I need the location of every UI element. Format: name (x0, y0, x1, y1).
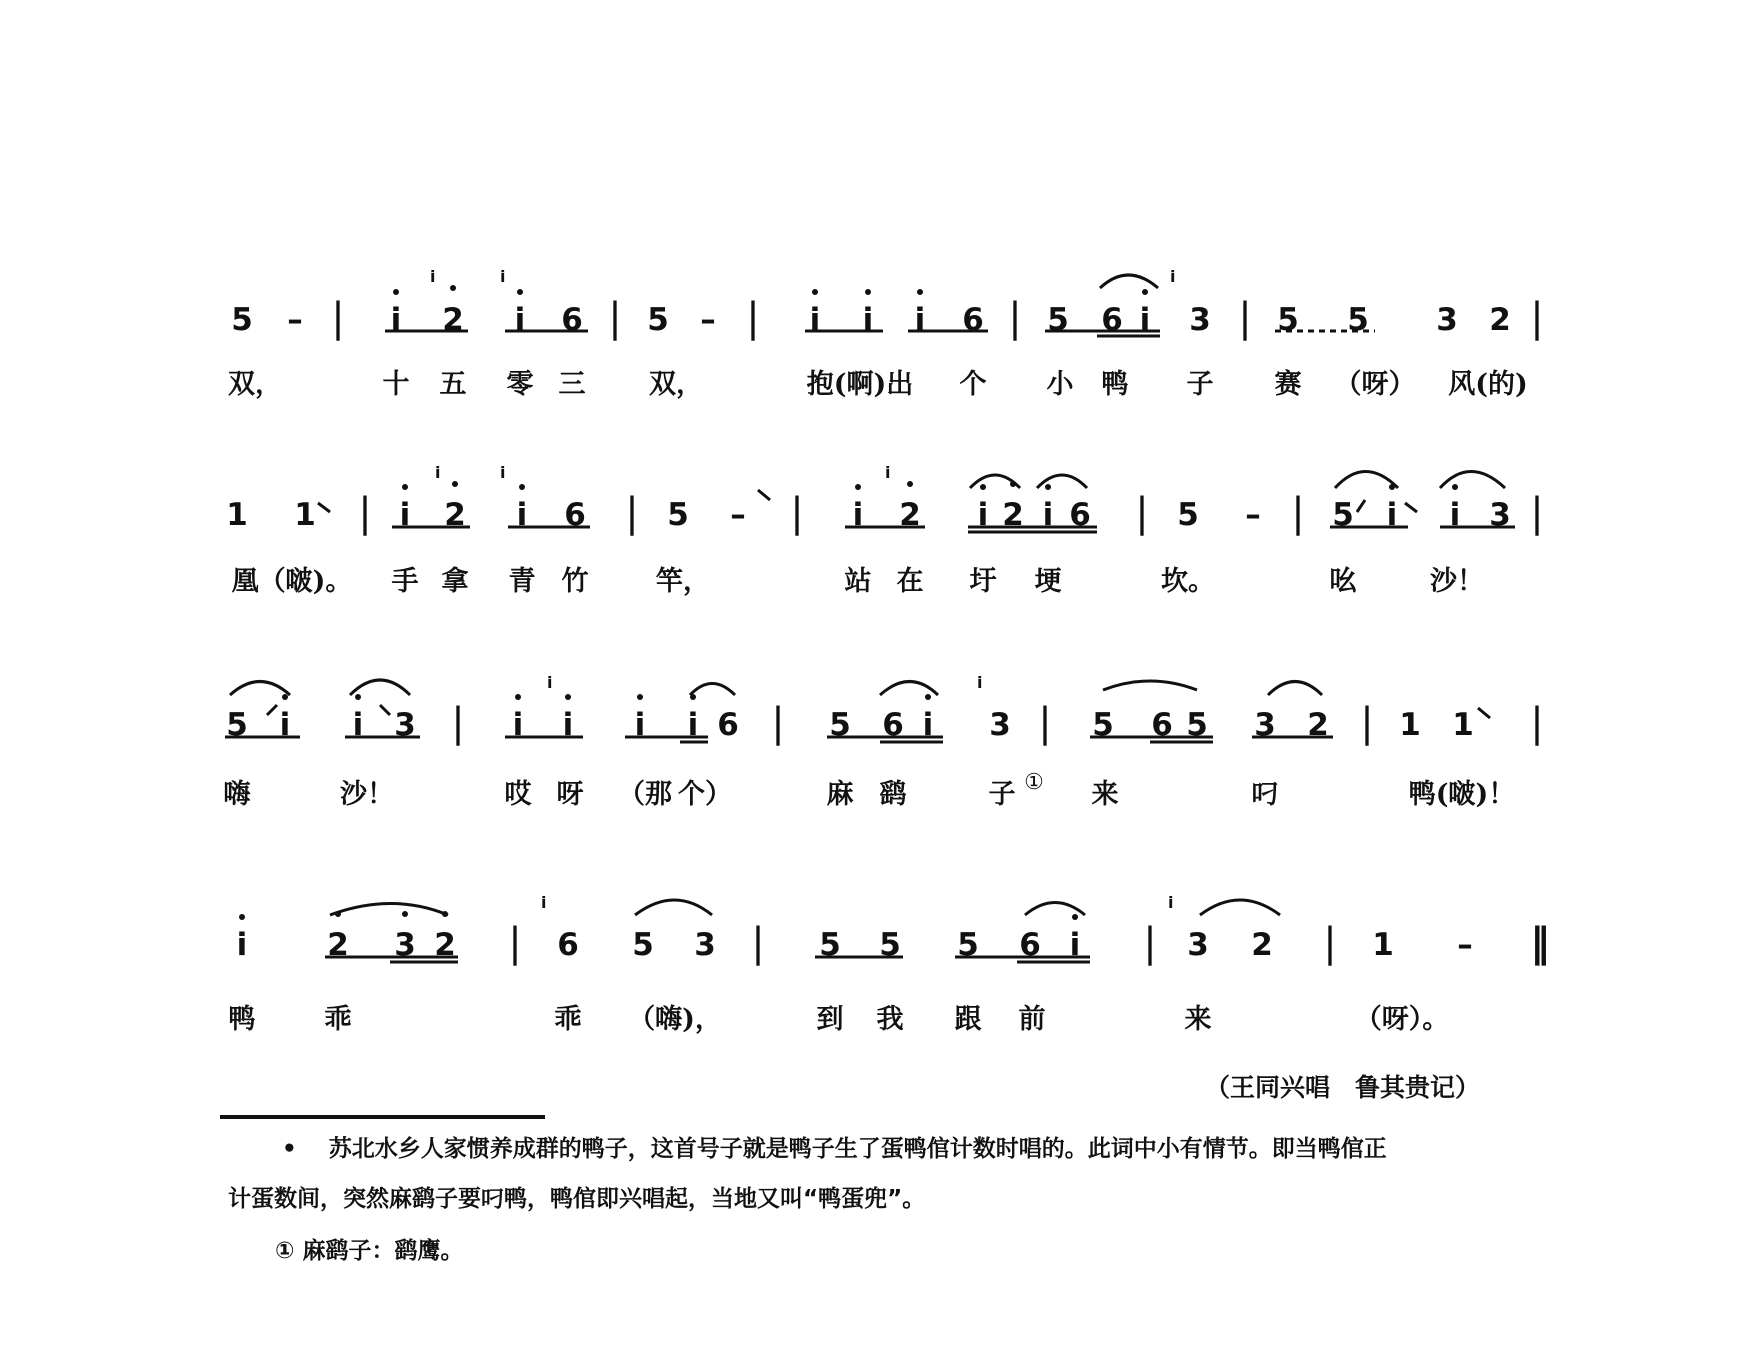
note: 2 (1251, 927, 1273, 963)
note: 2 (327, 927, 349, 963)
lyric: 沙！ (340, 779, 394, 810)
note: i (1386, 497, 1398, 533)
footnote-separator (220, 1115, 545, 1119)
footnote-star (282, 1130, 1387, 1163)
lyrics-line-2 (0, 562, 1750, 602)
note: – (287, 302, 303, 338)
lyric: 拿 (441, 566, 469, 597)
svg-text:i: i (547, 673, 553, 692)
barline: | (608, 295, 622, 341)
note: i (862, 302, 874, 338)
lyric: 三 (558, 369, 586, 400)
note: 5 (819, 927, 841, 963)
svg-text:i: i (977, 673, 983, 692)
barline: | (331, 295, 345, 341)
lyric: 抱(啊)出 (806, 369, 914, 400)
note: – (1245, 497, 1261, 533)
lyric: 麻 (826, 779, 854, 810)
lyric: 圩 (969, 566, 997, 597)
credit-line: （王同兴唱 鲁其贵记） (1205, 1073, 1481, 1102)
note: 6 (1101, 302, 1123, 338)
note: 5 (226, 707, 248, 743)
svg-text:i: i (1170, 267, 1176, 286)
lyric: 双， (228, 369, 282, 400)
note: 6 (717, 707, 739, 743)
note: 2 (434, 927, 456, 963)
note: 5 (879, 927, 901, 963)
barline: | (746, 295, 760, 341)
note: 1 (1372, 927, 1394, 963)
lyric: 来 (1184, 1004, 1212, 1035)
notation-line-2 (0, 490, 1750, 536)
lyric: 子 (1186, 369, 1214, 400)
note: 6 (882, 707, 904, 743)
barline: | (1530, 490, 1544, 536)
svg-text:i: i (1168, 893, 1174, 912)
barline: | (1323, 920, 1337, 966)
lyric: 鸭(啵)！ (1408, 779, 1516, 810)
note: i (512, 707, 524, 743)
lyric: 我 (876, 1004, 904, 1035)
note: 5 (1186, 707, 1208, 743)
note: 6 (1019, 927, 1041, 963)
lyrics-line-1 (0, 365, 1750, 405)
lyric: 哎 (504, 779, 532, 810)
note: i (1042, 497, 1054, 533)
barline: | (771, 700, 785, 746)
lyric: 鹞 (879, 779, 907, 810)
note: i (922, 707, 934, 743)
note: 5 (632, 927, 654, 963)
note: i (514, 302, 526, 338)
lyric: 零 (506, 369, 534, 400)
lyric: 吆 (1329, 566, 1357, 597)
note: 5 (1092, 707, 1114, 743)
lyric: 沙！ (1430, 566, 1484, 597)
note: 5 (1332, 497, 1354, 533)
lyric: 嗨 (223, 779, 251, 810)
lyric: 呀 (556, 779, 584, 810)
lyric: 赛 (1274, 369, 1302, 400)
lyric: 凰（啵)。 (231, 566, 353, 597)
lyric: （那 (618, 779, 672, 810)
lyrics-line-3 (0, 770, 1750, 815)
note: 6 (561, 302, 583, 338)
note: i (236, 927, 248, 963)
note: 2 (1489, 302, 1511, 338)
notation-line-3 (0, 700, 1750, 746)
barline: | (451, 700, 465, 746)
barline: | (1008, 295, 1022, 341)
note: 6 (564, 497, 586, 533)
note: 1 (1452, 707, 1474, 743)
star-note-text-1: 苏北水乡人家惯养成群的鸭子，这首号子就是鸭子生了蛋鸭倌计数时唱的。此词中小有情节。即当鸭倌正 (328, 1136, 1387, 1162)
svg-text:i: i (435, 463, 441, 482)
lyric: 跟 (954, 1004, 982, 1035)
note: 2 (444, 497, 466, 533)
lyric: 十 (382, 369, 410, 400)
lyrics-line-4 (0, 1000, 1750, 1040)
note: i (852, 497, 864, 533)
barline: | (625, 490, 639, 536)
note: 5 (829, 707, 851, 743)
barline: | (751, 920, 765, 966)
svg-text:i: i (541, 893, 547, 912)
note: 5 (1347, 302, 1369, 338)
note: 5 (667, 497, 689, 533)
star-mark: • (282, 1136, 329, 1162)
footnote-mark-1: ① (1024, 770, 1044, 795)
note: 6 (1151, 707, 1173, 743)
lyric: 站 (844, 566, 872, 597)
lyric: （呀） (1334, 369, 1416, 400)
note: i (687, 707, 699, 743)
barline: | (1143, 920, 1157, 966)
note: i (1449, 497, 1461, 533)
barline: | (1135, 490, 1149, 536)
barline: | (1038, 700, 1052, 746)
note: i (516, 497, 528, 533)
lyric: 子 (988, 779, 1016, 810)
lyric: 小 (1046, 369, 1074, 400)
note: 6 (962, 302, 984, 338)
barline: | (1360, 700, 1374, 746)
footnote-star-continued: 计蛋数间，突然麻鹞子要叼鸭，鸭倌即兴唱起，当地又叫“鸭蛋兜”。 (228, 1186, 926, 1212)
note: i (562, 707, 574, 743)
footnote-1: ① 麻鹞子：鹞鹰。 (275, 1238, 464, 1264)
note: 5 (1277, 302, 1299, 338)
lyric: 在 (896, 566, 924, 597)
note: – (700, 302, 716, 338)
note: i (1069, 927, 1081, 963)
lyric: （呀）。 (1354, 1004, 1450, 1035)
note: 5 (1047, 302, 1069, 338)
barline: | (358, 490, 372, 536)
note: 3 (1254, 707, 1276, 743)
note: 5 (957, 927, 979, 963)
svg-text:i: i (500, 267, 506, 286)
note: 6 (1069, 497, 1091, 533)
note: 3 (1189, 302, 1211, 338)
note: i (809, 302, 821, 338)
note: 5 (1177, 497, 1199, 533)
barline: | (790, 490, 804, 536)
lyric: 到 (816, 1004, 844, 1035)
barline: | (508, 920, 522, 966)
final-barline: ‖ (1530, 920, 1544, 966)
note: 3 (1187, 927, 1209, 963)
lyric: 叼 (1251, 779, 1279, 810)
notation-line-1 (0, 295, 1750, 341)
lyric: 坎。 (1161, 566, 1215, 597)
notation-line-4 (0, 920, 1750, 966)
lyric: 乖 (554, 1004, 582, 1035)
lyric: 鸭 (228, 1004, 256, 1035)
lyric: （嗨)， (628, 1004, 722, 1035)
note: i (634, 707, 646, 743)
lyric: 个 (959, 369, 987, 400)
note: i (279, 707, 291, 743)
lyric: 埂 (1034, 566, 1062, 597)
barline: | (1530, 295, 1544, 341)
note: 2 (1307, 707, 1329, 743)
note: 6 (557, 927, 579, 963)
svg-text:i: i (430, 267, 436, 286)
note: 1 (1399, 707, 1421, 743)
lyric: 鸭 (1101, 369, 1129, 400)
note: i (390, 302, 402, 338)
lyric: 竹 (561, 566, 589, 597)
note: – (1457, 927, 1473, 963)
note: i (977, 497, 989, 533)
lyric: 来 (1091, 779, 1119, 810)
lyric: 五 (439, 369, 467, 400)
note: 1 (226, 497, 248, 533)
barline: | (1238, 295, 1252, 341)
lyric: 青 (508, 566, 536, 597)
note: 5 (647, 302, 669, 338)
svg-text:i: i (500, 463, 506, 482)
svg-text:i: i (885, 463, 891, 482)
note: – (730, 497, 746, 533)
note: i (1139, 302, 1151, 338)
note: 3 (1489, 497, 1511, 533)
note: 5 (231, 302, 253, 338)
note: 3 (1436, 302, 1458, 338)
note: 2 (1002, 497, 1024, 533)
note: 3 (394, 707, 416, 743)
lyric: 个） (678, 779, 732, 810)
note: 2 (442, 302, 464, 338)
note: i (399, 497, 411, 533)
lyric: 双， (649, 369, 703, 400)
note: i (352, 707, 364, 743)
lyric: 竿， (656, 566, 710, 597)
barline: | (1530, 700, 1544, 746)
note: 3 (989, 707, 1011, 743)
note: 3 (394, 927, 416, 963)
lyric: 手 (391, 566, 419, 597)
note: 2 (899, 497, 921, 533)
note: i (914, 302, 926, 338)
lyric: 风(的) (1448, 369, 1528, 400)
lyric: 前 (1018, 1004, 1046, 1035)
note: 3 (694, 927, 716, 963)
note: 1 (294, 497, 316, 533)
barline: | (1291, 490, 1305, 536)
lyric: 乖 (324, 1004, 352, 1035)
